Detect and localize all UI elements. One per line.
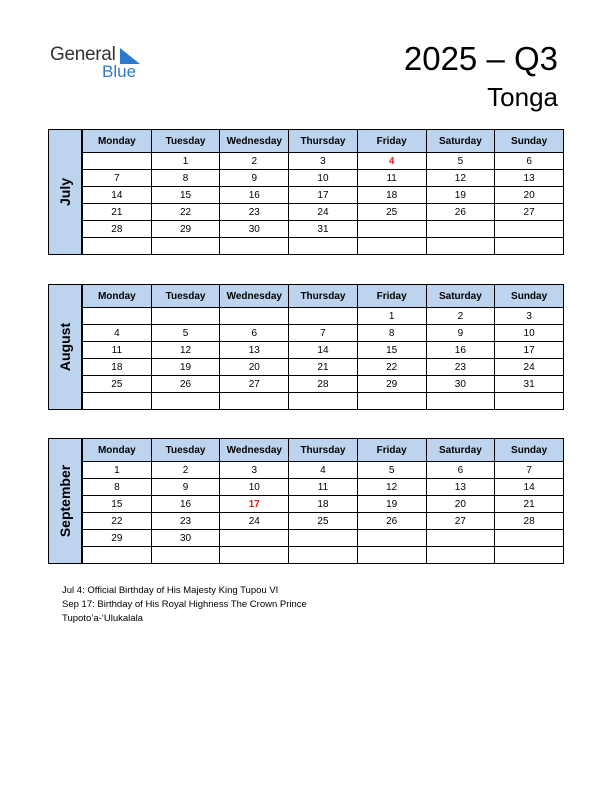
day-cell: 8 bbox=[83, 479, 152, 496]
weekday-header-row bbox=[83, 130, 564, 153]
day-cell: 9 bbox=[426, 325, 495, 342]
week-row bbox=[83, 342, 564, 359]
day-cell: 18 bbox=[83, 359, 152, 376]
day-cell: 23 bbox=[220, 204, 289, 221]
day-cell: 4 bbox=[357, 153, 426, 170]
day-cell: 4 bbox=[289, 462, 358, 479]
day-cell bbox=[83, 547, 152, 564]
day-cell: 8 bbox=[151, 170, 220, 187]
calendar-table bbox=[82, 129, 564, 255]
day-cell: 6 bbox=[220, 325, 289, 342]
week-row bbox=[83, 393, 564, 410]
day-cell: 15 bbox=[357, 342, 426, 359]
day-cell: 22 bbox=[357, 359, 426, 376]
day-cell: 31 bbox=[495, 376, 564, 393]
day-cell: 17 bbox=[220, 496, 289, 513]
day-cell: 21 bbox=[289, 359, 358, 376]
day-cell bbox=[151, 308, 220, 325]
page-title: 2025 – Q3 bbox=[403, 40, 558, 77]
day-cell: 25 bbox=[289, 513, 358, 530]
logo-blue-text: Blue bbox=[102, 62, 137, 81]
day-cell bbox=[426, 547, 495, 564]
logo-general-text: General bbox=[50, 44, 116, 65]
day-cell: 7 bbox=[495, 462, 564, 479]
day-cell: 14 bbox=[83, 187, 152, 204]
day-cell bbox=[357, 238, 426, 255]
weekday-header: Tuesday bbox=[151, 130, 220, 153]
day-cell: 22 bbox=[151, 204, 220, 221]
day-cell: 16 bbox=[426, 342, 495, 359]
holiday-notes bbox=[62, 584, 362, 626]
day-cell: 11 bbox=[289, 479, 358, 496]
day-cell bbox=[151, 393, 220, 410]
day-cell: 17 bbox=[289, 187, 358, 204]
day-cell: 31 bbox=[289, 221, 358, 238]
weekday-header: Friday bbox=[357, 285, 426, 308]
weekday-header-row bbox=[83, 285, 564, 308]
week-row bbox=[83, 204, 564, 221]
day-cell: 11 bbox=[83, 342, 152, 359]
day-cell: 29 bbox=[151, 221, 220, 238]
day-cell: 18 bbox=[357, 187, 426, 204]
day-cell: 11 bbox=[357, 170, 426, 187]
day-cell: 24 bbox=[495, 359, 564, 376]
week-row bbox=[83, 325, 564, 342]
weekday-header: Saturday bbox=[426, 439, 495, 462]
weekday-header: Thursday bbox=[289, 439, 358, 462]
week-row bbox=[83, 479, 564, 496]
day-cell: 7 bbox=[289, 325, 358, 342]
day-cell: 19 bbox=[426, 187, 495, 204]
day-cell bbox=[220, 547, 289, 564]
day-cell: 20 bbox=[220, 359, 289, 376]
day-cell: 15 bbox=[151, 187, 220, 204]
day-cell: 2 bbox=[426, 308, 495, 325]
weekday-header: Saturday bbox=[426, 285, 495, 308]
week-row bbox=[83, 153, 564, 170]
day-cell: 2 bbox=[151, 462, 220, 479]
day-cell: 21 bbox=[495, 496, 564, 513]
day-cell: 5 bbox=[151, 325, 220, 342]
day-cell: 13 bbox=[426, 479, 495, 496]
day-cell bbox=[151, 238, 220, 255]
day-cell: 30 bbox=[426, 376, 495, 393]
day-cell: 28 bbox=[289, 376, 358, 393]
day-cell: 2 bbox=[220, 153, 289, 170]
day-cell: 28 bbox=[495, 513, 564, 530]
day-cell: 3 bbox=[495, 308, 564, 325]
month-block-august bbox=[48, 284, 564, 410]
month-label-box bbox=[48, 438, 82, 564]
day-cell: 12 bbox=[357, 479, 426, 496]
day-cell: 23 bbox=[426, 359, 495, 376]
day-cell: 16 bbox=[220, 187, 289, 204]
weekday-header: Monday bbox=[83, 130, 152, 153]
day-cell: 28 bbox=[83, 221, 152, 238]
week-row bbox=[83, 170, 564, 187]
country-name: Tonga bbox=[487, 82, 558, 112]
day-cell: 15 bbox=[83, 496, 152, 513]
week-row bbox=[83, 221, 564, 238]
month-name: August bbox=[57, 322, 73, 372]
day-cell: 7 bbox=[83, 170, 152, 187]
weekday-header: Sunday bbox=[495, 285, 564, 308]
logo bbox=[50, 44, 150, 84]
day-cell: 27 bbox=[495, 204, 564, 221]
day-cell: 3 bbox=[289, 153, 358, 170]
weekday-header: Thursday bbox=[289, 285, 358, 308]
day-cell bbox=[220, 238, 289, 255]
day-cell bbox=[495, 547, 564, 564]
week-row bbox=[83, 238, 564, 255]
month-label-box bbox=[48, 129, 82, 255]
day-cell: 10 bbox=[289, 170, 358, 187]
day-cell: 4 bbox=[83, 325, 152, 342]
weekday-header: Wednesday bbox=[220, 130, 289, 153]
day-cell bbox=[151, 547, 220, 564]
day-cell: 25 bbox=[357, 204, 426, 221]
day-cell: 27 bbox=[426, 513, 495, 530]
day-cell bbox=[289, 308, 358, 325]
day-cell: 30 bbox=[151, 530, 220, 547]
day-cell bbox=[357, 393, 426, 410]
day-cell: 29 bbox=[357, 376, 426, 393]
week-row bbox=[83, 530, 564, 547]
day-cell bbox=[426, 221, 495, 238]
month-label-box bbox=[48, 284, 82, 410]
day-cell bbox=[83, 238, 152, 255]
weekday-header: Saturday bbox=[426, 130, 495, 153]
calendar-table bbox=[82, 438, 564, 564]
month-name: September bbox=[57, 464, 73, 538]
holiday-note: Jul 4: Official Birthday of His Majesty King Tupou VI bbox=[62, 585, 279, 596]
day-cell: 22 bbox=[83, 513, 152, 530]
day-cell: 30 bbox=[220, 221, 289, 238]
day-cell bbox=[83, 153, 152, 170]
day-cell: 27 bbox=[220, 376, 289, 393]
day-cell: 19 bbox=[357, 496, 426, 513]
day-cell: 25 bbox=[83, 376, 152, 393]
month-name: July bbox=[57, 177, 73, 207]
day-cell bbox=[83, 393, 152, 410]
day-cell: 6 bbox=[426, 462, 495, 479]
weekday-header: Tuesday bbox=[151, 285, 220, 308]
day-cell: 14 bbox=[289, 342, 358, 359]
day-cell: 5 bbox=[426, 153, 495, 170]
week-row bbox=[83, 359, 564, 376]
day-cell: 17 bbox=[495, 342, 564, 359]
day-cell: 19 bbox=[151, 359, 220, 376]
holiday-note: Sep 17: Birthday of His Royal Highness The Crown Prince Tupoto’a-‘Ulukalala bbox=[62, 599, 307, 624]
calendar-table bbox=[82, 284, 564, 410]
week-row bbox=[83, 308, 564, 325]
week-row bbox=[83, 376, 564, 393]
day-cell: 24 bbox=[289, 204, 358, 221]
day-cell: 26 bbox=[426, 204, 495, 221]
day-cell bbox=[289, 530, 358, 547]
day-cell bbox=[220, 530, 289, 547]
day-cell: 13 bbox=[220, 342, 289, 359]
weekday-header: Thursday bbox=[289, 130, 358, 153]
day-cell: 29 bbox=[83, 530, 152, 547]
day-cell: 20 bbox=[495, 187, 564, 204]
day-cell: 20 bbox=[426, 496, 495, 513]
week-row bbox=[83, 547, 564, 564]
weekday-header: Tuesday bbox=[151, 439, 220, 462]
day-cell: 21 bbox=[83, 204, 152, 221]
day-cell: 6 bbox=[495, 153, 564, 170]
day-cell: 12 bbox=[151, 342, 220, 359]
week-row bbox=[83, 496, 564, 513]
day-cell: 14 bbox=[495, 479, 564, 496]
day-cell bbox=[357, 221, 426, 238]
day-cell: 9 bbox=[220, 170, 289, 187]
day-cell: 1 bbox=[151, 153, 220, 170]
day-cell bbox=[220, 393, 289, 410]
day-cell: 1 bbox=[83, 462, 152, 479]
week-row bbox=[83, 187, 564, 204]
day-cell bbox=[220, 308, 289, 325]
day-cell: 10 bbox=[220, 479, 289, 496]
weekday-header: Wednesday bbox=[220, 285, 289, 308]
day-cell: 12 bbox=[426, 170, 495, 187]
day-cell bbox=[495, 238, 564, 255]
day-cell: 9 bbox=[151, 479, 220, 496]
day-cell: 5 bbox=[357, 462, 426, 479]
day-cell bbox=[289, 547, 358, 564]
day-cell: 16 bbox=[151, 496, 220, 513]
weekday-header: Sunday bbox=[495, 439, 564, 462]
day-cell bbox=[357, 530, 426, 547]
day-cell: 23 bbox=[151, 513, 220, 530]
week-row bbox=[83, 462, 564, 479]
day-cell: 24 bbox=[220, 513, 289, 530]
day-cell: 18 bbox=[289, 496, 358, 513]
month-block-july bbox=[48, 129, 564, 255]
day-cell bbox=[495, 221, 564, 238]
day-cell: 3 bbox=[220, 462, 289, 479]
day-cell: 26 bbox=[151, 376, 220, 393]
day-cell bbox=[357, 547, 426, 564]
day-cell: 1 bbox=[357, 308, 426, 325]
day-cell bbox=[83, 308, 152, 325]
month-block-september bbox=[48, 438, 564, 564]
day-cell bbox=[426, 238, 495, 255]
day-cell bbox=[426, 393, 495, 410]
weekday-header: Monday bbox=[83, 439, 152, 462]
day-cell bbox=[289, 238, 358, 255]
day-cell: 8 bbox=[357, 325, 426, 342]
weekday-header: Sunday bbox=[495, 130, 564, 153]
weekday-header-row bbox=[83, 439, 564, 462]
day-cell: 10 bbox=[495, 325, 564, 342]
weekday-header: Friday bbox=[357, 130, 426, 153]
week-row bbox=[83, 513, 564, 530]
day-cell bbox=[495, 393, 564, 410]
weekday-header: Friday bbox=[357, 439, 426, 462]
day-cell: 13 bbox=[495, 170, 564, 187]
day-cell bbox=[426, 530, 495, 547]
day-cell bbox=[289, 393, 358, 410]
weekday-header: Monday bbox=[83, 285, 152, 308]
day-cell bbox=[495, 530, 564, 547]
day-cell: 26 bbox=[357, 513, 426, 530]
weekday-header: Wednesday bbox=[220, 439, 289, 462]
